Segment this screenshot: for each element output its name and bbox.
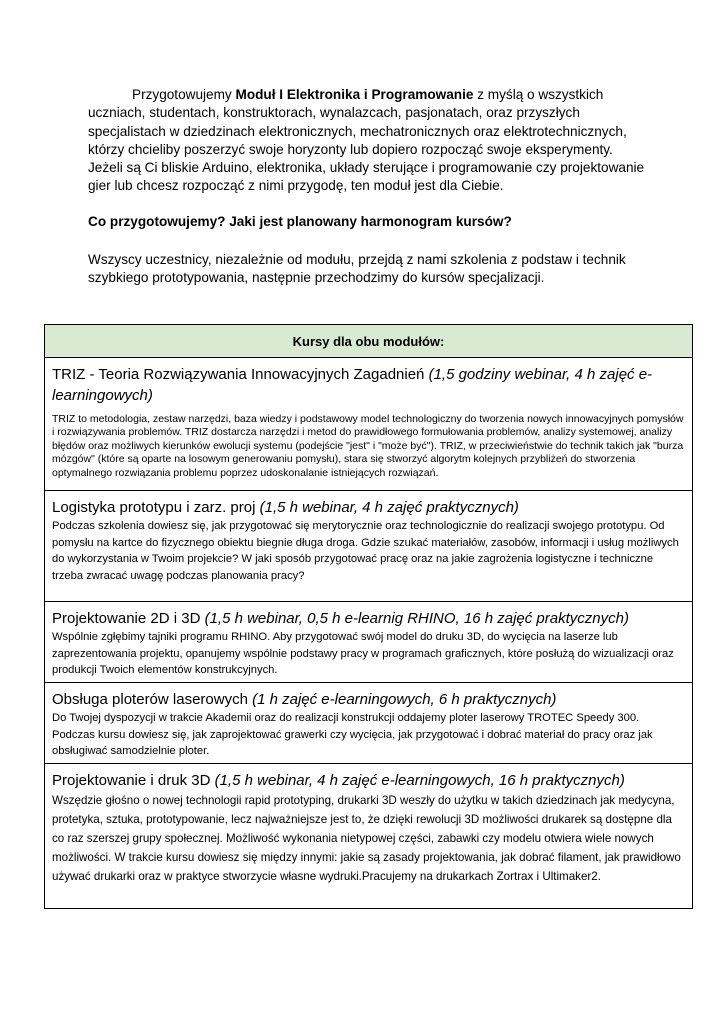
course-description: Do Twojej dyspozycji w trakcie Akademii oraz do realizacji konstrukcji oddajemy ploter laserowy TROTEC Speedy 300. Podczas kursu dowiesz się, jak zaprojektować grawerki czy wycięcia, jak przygotować i dobrać materiał do pracy oraz jak obsługiwać samodzielnie ploter.: [52, 712, 653, 758]
course-name: Projektowanie 2D i 3D: [52, 610, 201, 627]
courses-table-header: Kursy dla obu modułów:: [45, 325, 692, 358]
course-row-design-2d-3d: [45, 602, 692, 683]
course-title: [52, 364, 684, 406]
course-details: (1,5 h webinar, 0,5 h e-learnig RHINO, 16 h zajęć praktycznych): [204, 610, 629, 627]
course-name: Logistyka prototypu i zarz. proj: [52, 499, 256, 516]
course-row-laser-plotters: [45, 683, 692, 764]
course-details: (1,5 h webinar, 4 h zajęć e-learningowych, 16 h praktycznych): [214, 772, 625, 789]
intro-text-after: z myślą o wszystkich uczniach, studentach, konstruktorach, wynalazcach, pasjonatach, oraz przyszłych specjalistach w dziedzinach elektronicznych, mechatronicznych oraz elektrotechnicznych, którzy chcieliby poszerzyć swoje horyzonty lub dopiero rozpocząć swoje eksperymenty. Jeżeli są Ci bliskie Arduino, elektronika, układy sterujące i programowanie czy projektowanie gier lub chcesz rozpocząć z nimi przygodę, ten moduł jest dla Ciebie.: [88, 87, 645, 194]
course-details: (1,5 h webinar, 4 h zajęć praktycznych): [259, 499, 519, 516]
course-row-3d-printing: [45, 764, 692, 908]
course-name: Projektowanie i druk 3D: [52, 772, 211, 789]
course-title: [52, 689, 684, 710]
course-description: Podczas szkolenia dowiesz się, jak przygotować się merytorycznie oraz technologicznie do realizacji swojego prototypu. Od pomysłu na kartce do fizycznego obiektu biegnie długa droga. Gdzie szukać materiałów, zasobów, informacji i usług możliwych do wykorzystania w Twoim projekcie? W jaki sposób przygotować pracę oraz na jakie zagrożenia logistyczne i techniczne trzeba zwracać uwagę podczas planowania pracy?: [52, 520, 679, 582]
course-title: [52, 497, 684, 518]
course-description: Wszędzie głośno o nowej technologii rapid prototyping, drukarki 3D weszły do użytku w takich dziedzinach jak medycyna, protetyka, sztuka, prototypowanie, lecz najważniejsze jest to, że dzięki rewolucji 3D możliwości drukarek są dostępne dla co raz szerszej grupy społecznej. Możliwość wykonania nietypowej części, zabawki czy modelu otwiera wiele nowych możliwości. W trakcie kursu dowiesz się między innymi: jakie są zasady projektowania, jak dobrać filament, jak prawidłowo używać drukarki oraz w praktyce stworzycie własne wydruki.Pracujemy na drukarkach Zortrax i Ultimaker2.: [52, 794, 681, 883]
course-row-logistics: [45, 491, 692, 602]
course-row-triz: [45, 358, 692, 491]
course-details: (1 h zajęć e-learningowych, 6 h praktycznych): [252, 691, 557, 708]
course-description: Wspólnie zgłębimy tajniki programu RHINO. Aby przygotować swój model do druku 3D, do wycięcia na laserze lub zaprezentowania projektu, opanujemy wspólnie podstawy pracy w programach graficznych, które posłużą do wizualizacji oraz produkcji Twoich elementów konstrukcyjnych.: [52, 631, 674, 677]
course-description: TRIZ to metodologia, zestaw narzędzi, baza wiedzy i podstawowy model technologiczny do tworzenia nowych innowacyjnych pomysłów i rozwiązywania problemów. TRIZ dostarcza narzędzi i metod do prawidłowego formułowania problemów, analizy systemowej, analizy błędów oraz możliwych kierunków ewolucji systemu (podejście "jest" i "może być"). TRIZ, w przeciwieństwie do technik takich jak "burza mózgów" (które są oparte na losowym generowaniu pomysłu), stara się stworzyć algorytm kolejnych przybliżeń do stworzenia optymalnego rozwiązania problemu poprzez udoskonalanie istniejących rozwiązań.: [52, 413, 684, 479]
courses-table: [44, 324, 693, 909]
intro-text-before: Przygotowujemy: [132, 87, 236, 102]
course-title: [52, 608, 684, 629]
course-title: [52, 770, 684, 791]
course-details: (1,5 godziny webinar, 4 h zajęć e-learningowych): [52, 366, 653, 404]
course-name: TRIZ - Teoria Rozwiązywania Innowacyjnych Zagadnień: [52, 366, 425, 383]
participants-paragraph: Wszyscy uczestnicy, niezależnie od modułu, przejdą z nami szkolenia z podstaw i technik szybkiego prototypowania, następnie przechodzimy do kursów specjalizacji.: [88, 252, 626, 286]
module-name: Moduł I Elektronika i Programowanie: [235, 87, 474, 102]
intro-paragraph: [88, 86, 648, 196]
course-name: Obsługa ploterów laserowych: [52, 691, 248, 708]
schedule-question: Co przygotowujemy? Jaki jest planowany harmonogram kursów?: [88, 214, 512, 229]
